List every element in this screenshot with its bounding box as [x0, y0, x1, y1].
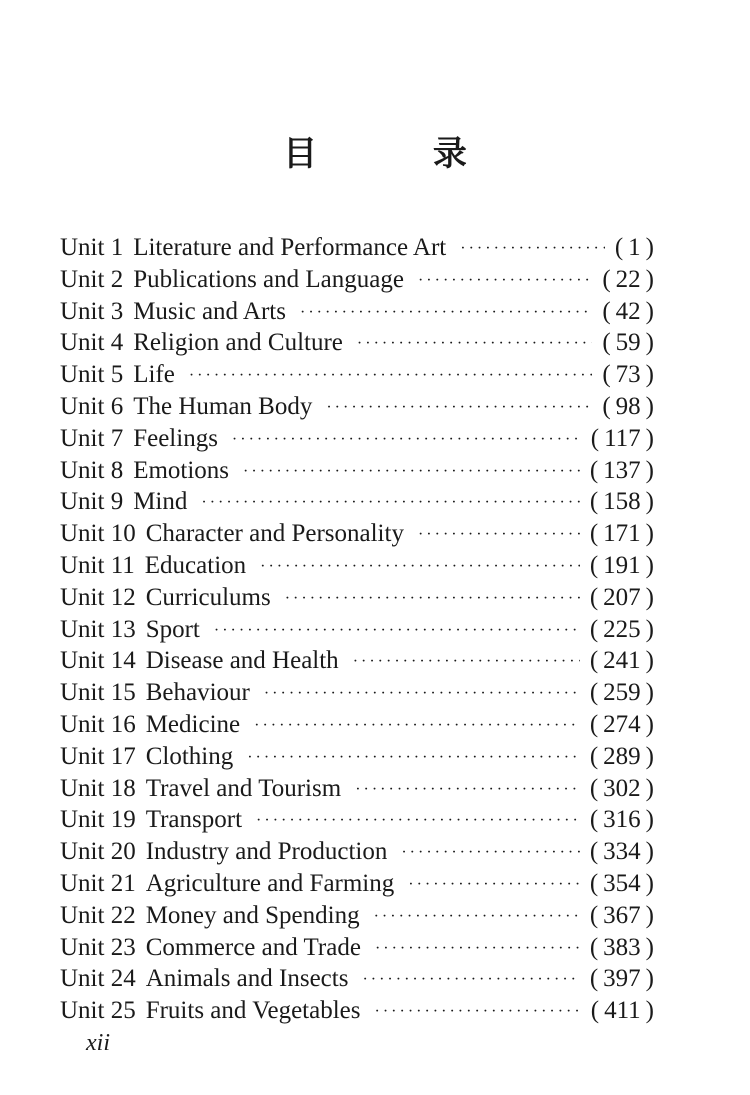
table-of-contents: [60, 232, 654, 1027]
dot-leader: [418, 519, 580, 551]
unit-number: Unit 17: [60, 742, 136, 770]
page-number: 334: [603, 838, 641, 866]
page-number: 383: [603, 933, 641, 961]
toc-entry[interactable]: [60, 232, 654, 264]
page-number: 302: [603, 774, 641, 802]
unit-title: Publications and Language: [133, 265, 404, 293]
page-reference: ( 117 ): [591, 423, 654, 455]
unit-number: Unit 10: [60, 520, 136, 548]
unit-title: Character and Personality: [145, 520, 404, 548]
unit-title: Industry and Production: [145, 838, 388, 866]
dot-leader: [260, 551, 580, 583]
page-number: 191: [603, 551, 641, 579]
unit-title: Commerce and Trade: [145, 933, 361, 961]
dot-leader: [254, 710, 580, 742]
dot-leader: [189, 360, 593, 392]
unit-number: Unit 22: [60, 901, 136, 929]
unit-number: Unit 8: [60, 456, 124, 484]
unit-title: Fruits and Vegetables: [145, 997, 361, 1025]
page-reference: ( 225 ): [590, 614, 654, 646]
unit-title: Mind: [133, 488, 188, 516]
unit-number: Unit 15: [60, 679, 136, 707]
toc-entry[interactable]: [60, 963, 654, 995]
unit-number: Unit 16: [60, 710, 136, 738]
page-number: 73: [615, 361, 641, 389]
dot-leader: [401, 837, 580, 869]
unit-number: Unit 14: [60, 647, 136, 675]
page-reference: ( 354 ): [590, 868, 654, 900]
toc-entry[interactable]: [60, 296, 654, 328]
dot-leader: [408, 869, 580, 901]
toc-entry[interactable]: [60, 868, 654, 900]
unit-title: Sport: [145, 615, 200, 643]
page-number: 1: [628, 234, 641, 261]
toc-entry[interactable]: [60, 645, 654, 677]
dot-leader: [362, 964, 579, 996]
page-number: 137: [603, 456, 641, 484]
toc-entry[interactable]: [60, 327, 654, 359]
unit-number: Unit 4: [60, 329, 124, 357]
unit-number: Unit 23: [60, 933, 136, 961]
unit-number: Unit 13: [60, 615, 136, 643]
page-number: 259: [603, 679, 641, 707]
dot-leader: [232, 424, 581, 456]
unit-number: Unit 7: [60, 424, 124, 452]
page-reference: ( 1 ): [615, 232, 654, 264]
dot-leader: [357, 328, 592, 360]
page-number: 241: [603, 647, 641, 675]
page-reference: ( 137 ): [590, 455, 654, 487]
toc-entry[interactable]: [60, 709, 654, 741]
toc-entry[interactable]: [60, 741, 654, 773]
toc-entry[interactable]: [60, 932, 654, 964]
unit-number: Unit 3: [60, 297, 124, 325]
page-title: 目 录: [283, 134, 519, 174]
toc-entry[interactable]: [60, 582, 654, 614]
unit-title: Travel and Tourism: [145, 774, 342, 802]
toc-entry[interactable]: [60, 359, 654, 391]
toc-entry[interactable]: [60, 804, 654, 836]
unit-title: Literature and Performance Art: [133, 234, 447, 261]
page-reference: ( 383 ): [590, 932, 654, 964]
page-number: 316: [603, 806, 641, 834]
folio-page-number: xii: [86, 1030, 110, 1056]
unit-title: Agriculture and Farming: [145, 869, 395, 897]
unit-number: Unit 19: [60, 806, 136, 834]
unit-title: Money and Spending: [145, 901, 360, 929]
unit-number: Unit 6: [60, 392, 124, 420]
page-reference: ( 73 ): [602, 359, 654, 391]
unit-title: Transport: [145, 806, 243, 834]
page-reference: ( 397 ): [590, 963, 654, 995]
page-number: 22: [615, 265, 641, 293]
unit-title: Medicine: [145, 710, 241, 738]
unit-title: Education: [144, 551, 247, 579]
unit-title: Life: [133, 361, 175, 389]
unit-title: Music and Arts: [133, 297, 286, 325]
toc-entry[interactable]: [60, 773, 654, 805]
toc-entry[interactable]: [60, 995, 654, 1027]
toc-entry[interactable]: [60, 423, 654, 455]
page-reference: ( 59 ): [602, 327, 654, 359]
page-reference: ( 22 ): [602, 264, 654, 296]
page-number: 158: [603, 488, 641, 516]
unit-number: Unit 5: [60, 361, 124, 389]
unit-title: Curriculums: [145, 583, 271, 611]
unit-number: Unit 25: [60, 997, 136, 1025]
page-number: 117: [604, 424, 641, 452]
toc-entry[interactable]: [60, 264, 654, 296]
dot-leader: [375, 933, 580, 965]
page-reference: ( 158 ): [590, 486, 654, 518]
unit-number: Unit 18: [60, 774, 136, 802]
page-reference: ( 259 ): [590, 677, 654, 709]
page-reference: ( 274 ): [590, 709, 654, 741]
unit-title: Emotions: [133, 456, 230, 484]
page-reference: ( 42 ): [602, 296, 654, 328]
unit-title: The Human Body: [133, 392, 313, 420]
toc-entry[interactable]: [60, 391, 654, 423]
unit-title: Behaviour: [145, 679, 250, 707]
page-reference: ( 316 ): [590, 804, 654, 836]
page-reference: ( 241 ): [590, 645, 654, 677]
unit-title: Disease and Health: [145, 647, 339, 675]
dot-leader: [353, 646, 580, 678]
page-reference: ( 302 ): [590, 773, 654, 805]
toc-entry[interactable]: [60, 900, 654, 932]
page-reference: ( 171 ): [590, 518, 654, 550]
page-number: 98: [615, 392, 641, 420]
dot-leader: [460, 233, 605, 265]
unit-number: Unit 1: [60, 234, 124, 261]
page-number: 411: [604, 997, 641, 1025]
page-number: 289: [603, 742, 641, 770]
toc-entry[interactable]: [60, 836, 654, 868]
page-number: 397: [603, 965, 641, 993]
unit-number: Unit 24: [60, 965, 136, 993]
unit-title: Religion and Culture: [133, 329, 343, 357]
dot-leader: [243, 456, 580, 488]
dot-leader: [214, 615, 580, 647]
toc-entry[interactable]: [60, 677, 654, 709]
unit-number: Unit 20: [60, 838, 136, 866]
page-number: 225: [603, 615, 641, 643]
page-number: 274: [603, 710, 641, 738]
page-reference: ( 367 ): [590, 900, 654, 932]
unit-number: Unit 11: [60, 551, 135, 579]
dot-leader: [201, 487, 579, 519]
dot-leader: [374, 901, 580, 933]
dot-leader: [300, 297, 592, 329]
page-reference: ( 289 ): [590, 741, 654, 773]
unit-number: Unit 21: [60, 869, 136, 897]
page-reference: ( 191 ): [590, 550, 654, 582]
dot-leader: [256, 805, 580, 837]
dot-leader: [375, 996, 581, 1028]
page-number: 42: [615, 297, 641, 325]
unit-title: Animals and Insects: [145, 965, 349, 993]
toc-entry[interactable]: [60, 518, 654, 550]
dot-leader: [285, 583, 580, 615]
unit-title: Clothing: [145, 742, 234, 770]
page-reference: ( 98 ): [602, 391, 654, 423]
page-number: 171: [603, 520, 641, 548]
page-number: 367: [603, 901, 641, 929]
dot-leader: [264, 678, 580, 710]
toc-entry[interactable]: [60, 486, 654, 518]
dot-leader: [418, 265, 592, 297]
unit-number: Unit 2: [60, 265, 124, 293]
page-number: 354: [603, 869, 641, 897]
page-reference: ( 334 ): [590, 836, 654, 868]
toc-entry[interactable]: [60, 455, 654, 487]
page-reference: ( 411 ): [591, 995, 654, 1027]
dot-leader: [355, 774, 580, 806]
unit-number: Unit 12: [60, 583, 136, 611]
dot-leader: [247, 742, 580, 774]
unit-title: Feelings: [133, 424, 218, 452]
toc-entry[interactable]: [60, 550, 654, 582]
unit-number: Unit 9: [60, 488, 124, 516]
toc-entry[interactable]: [60, 614, 654, 646]
page-reference: ( 207 ): [590, 582, 654, 614]
page-number: 207: [603, 583, 641, 611]
page-number: 59: [615, 329, 641, 357]
dot-leader: [326, 392, 592, 424]
